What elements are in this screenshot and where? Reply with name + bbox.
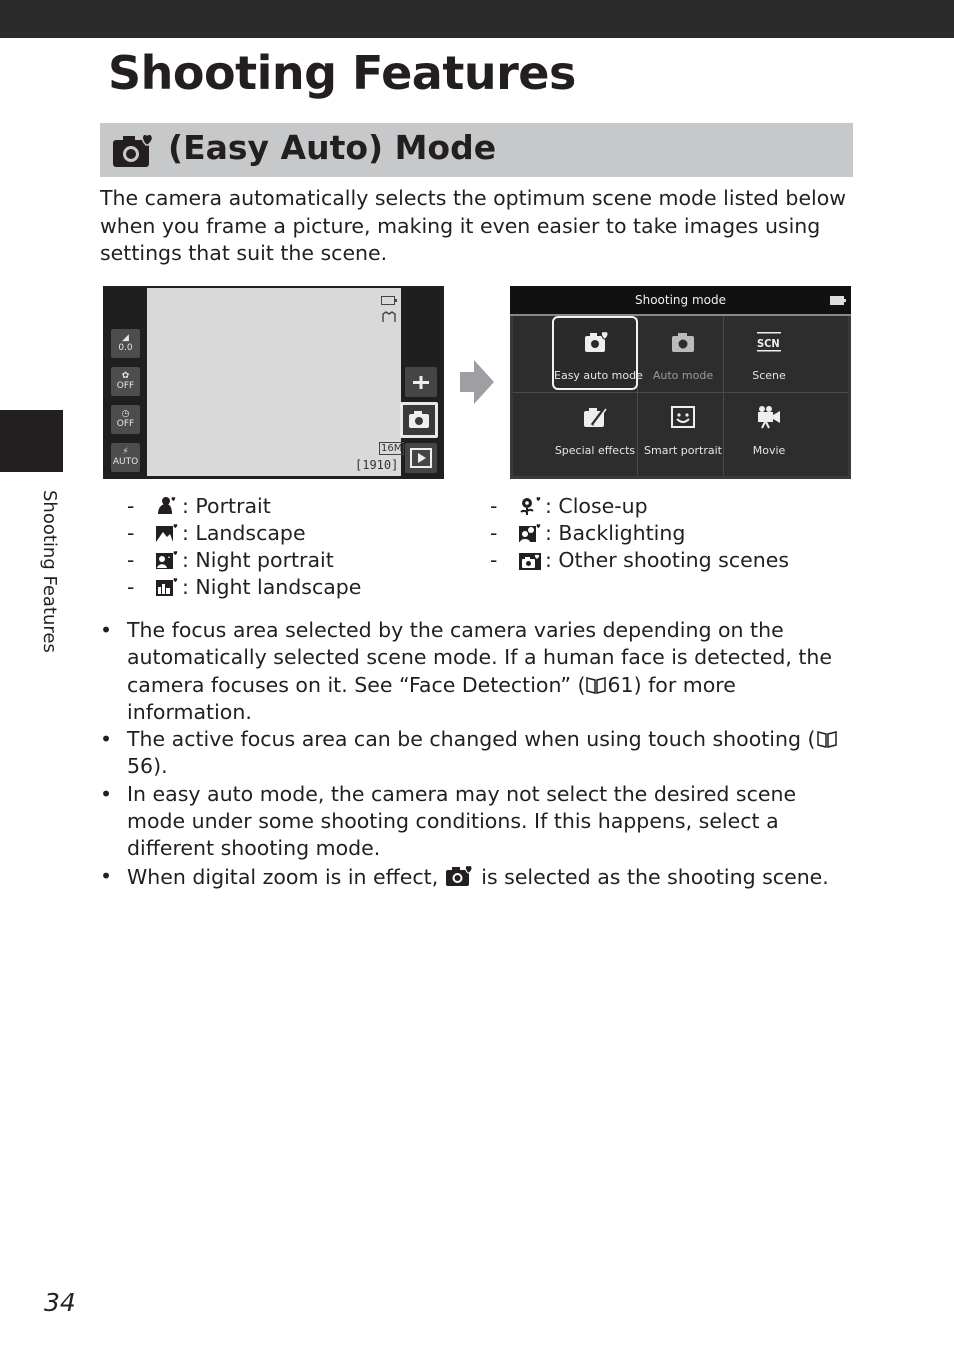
top-bar <box>0 0 954 38</box>
easy-auto-icon <box>112 131 158 169</box>
self-timer-value: OFF <box>116 419 135 429</box>
zoom-button <box>405 367 437 397</box>
smart-portrait-icon <box>670 405 696 429</box>
mode-movie: Movie <box>726 393 812 463</box>
mode-grid <box>513 316 848 476</box>
list-item: - : Backlighting <box>490 521 686 545</box>
self-timer-button: ◷ OFF <box>111 405 140 434</box>
page-number: 34 <box>44 1288 76 1317</box>
list-item: • When digital zoom is in effect, is selected as the shooting scene. <box>100 863 860 891</box>
battery-icon <box>381 296 397 305</box>
side-tab-label: Shooting Features <box>39 490 60 653</box>
book-reference-icon <box>585 676 607 694</box>
list-item: • The active focus area can be changed when using touch shooting (56). <box>100 726 860 781</box>
night-landscape-scene-icon <box>155 577 179 597</box>
mode-scene: SCN Scene <box>726 318 812 388</box>
movie-icon <box>756 405 782 429</box>
list-item: - : Close-up <box>490 494 648 518</box>
shooting-mode-button <box>400 402 438 438</box>
scene-icon <box>756 330 782 354</box>
portrait-scene-icon <box>155 496 179 516</box>
special-effects-icon <box>582 405 608 429</box>
easy-auto-icon <box>445 863 475 887</box>
section-title: (Easy Auto) Mode <box>168 128 497 167</box>
exposure-comp-button: ◢ 0.0 <box>111 329 140 358</box>
scene-list-right <box>490 493 789 574</box>
arrow-right-icon <box>460 358 494 406</box>
mode-easy-auto: Easy auto mode <box>552 316 638 390</box>
chapter-tab <box>0 410 63 472</box>
exposures-remaining: [1910] <box>355 458 399 472</box>
page-reference[interactable]: 56 <box>127 754 154 779</box>
landscape-scene-icon <box>155 523 179 543</box>
viewfinder-area <box>147 288 401 476</box>
notes-list <box>100 617 860 891</box>
image-size-badge: 16M <box>381 443 403 454</box>
camera-icon <box>670 330 696 354</box>
flash-button: ⚡ AUTO <box>111 443 140 472</box>
list-item: - : Landscape <box>127 521 306 545</box>
camera-screen-illustration <box>103 286 444 479</box>
list-item: • The focus area selected by the camera varies depending on the automatically selected scene mode. If a human face is detected, the camera focuses on it. See “Face Detection” ( 61) for more information. <box>100 617 860 726</box>
self-portrait-button: ✿ OFF <box>111 367 140 396</box>
menu-header-title: Shooting mode <box>634 293 726 307</box>
close-up-scene-icon <box>518 496 542 516</box>
playback-button <box>405 443 437 473</box>
page-title: Shooting Features <box>108 46 576 100</box>
mode-auto: Auto mode <box>640 318 726 388</box>
scene-list-left <box>127 493 361 601</box>
zoom-icon <box>405 367 437 397</box>
exposure-value: 0.0 <box>118 343 133 353</box>
page-reference[interactable]: 61 <box>607 672 634 697</box>
night-portrait-scene-icon <box>155 550 179 570</box>
other-scenes-icon <box>518 550 542 570</box>
book-reference-icon <box>816 730 838 748</box>
battery-icon <box>830 296 846 305</box>
list-item: - : Portrait <box>127 494 271 518</box>
flash-value: AUTO <box>112 457 139 467</box>
mode-special-effects: Special effects <box>552 393 638 463</box>
self-portrait-value: OFF <box>116 381 135 391</box>
backlighting-scene-icon <box>518 523 542 543</box>
list-item: - : Night portrait <box>127 548 334 572</box>
list-item: - : Other shooting scenes <box>490 548 790 572</box>
mode-smart-portrait: Smart portrait <box>640 393 726 463</box>
shooting-mode-menu-illustration <box>510 286 851 479</box>
intro-paragraph: The camera automatically selects the optimum scene mode listed below when you frame a picture, making it even easier to take images using settings that suit the scene. <box>100 186 847 265</box>
playback-icon <box>405 443 437 473</box>
section-heading <box>100 123 853 177</box>
svg-text:SCN: SCN <box>757 337 780 350</box>
vibration-reduction-icon <box>381 310 397 324</box>
list-item: • In easy auto mode, the camera may not select the desired scene mode under some shooting conditions. If this happens, select a different shooting mode. <box>100 781 860 863</box>
camera-icon <box>403 405 435 435</box>
easy-auto-icon <box>584 330 610 354</box>
list-item: - : Night landscape <box>127 575 362 599</box>
